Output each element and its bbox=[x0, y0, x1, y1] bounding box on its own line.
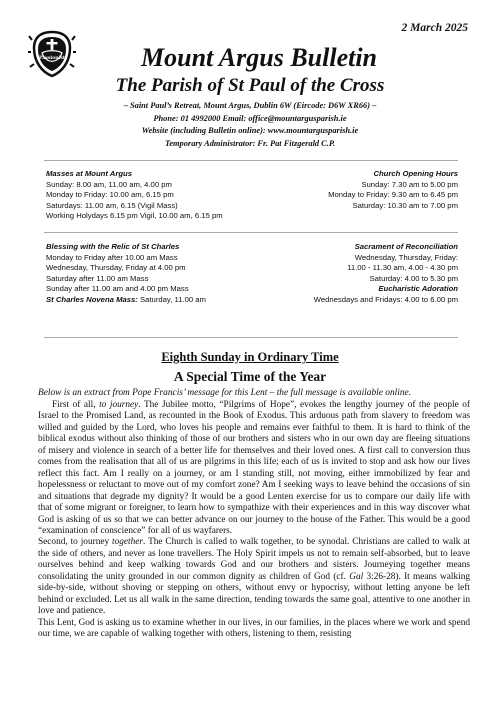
parish-website: Website (including Bulletin online): www.mountargusparish.ie bbox=[141, 126, 359, 136]
divider-middle bbox=[44, 232, 458, 233]
article-title: A Special Time of the Year bbox=[173, 369, 327, 384]
mass-times-table bbox=[46, 169, 458, 222]
mass-time: Saturdays: 11.00 am, 6.15 (Vigil Mass) bbox=[46, 200, 178, 210]
parish-administrator: Temporary Administrator: Fr. Pat Fitzgerald C.P. bbox=[164, 138, 335, 148]
sunday-heading bbox=[0, 350, 500, 365]
masses-heading: Masses at Mount Argus bbox=[46, 169, 132, 178]
novena-time: Saturday, 11.00 am bbox=[140, 294, 206, 304]
sunday-heading-text: Eighth Sunday in Ordinary Time bbox=[161, 350, 339, 364]
reconciliation-heading: Sacrament of Reconciliation bbox=[354, 242, 458, 251]
adoration-heading: Eucharistic Adoration bbox=[378, 284, 458, 294]
parish-address: – Saint Paul’s Retreat, Mount Argus, Dublin 6W (Eircode: D6W XR66) – bbox=[123, 101, 377, 110]
opening-time: Sunday: 7.30 am to 5.00 pm bbox=[361, 179, 458, 189]
schedule-row bbox=[46, 201, 458, 212]
schedule-row bbox=[46, 180, 458, 191]
article-paragraph: Second, to journey together. The Church is called to walk together, to be synodal. Christians are called to walk at the side of others, and never as lone travellers. The Holy Spirit impels us not to remain self-absorbed, but to leave ourselves behind and keep walking towards God and our brothers and sisters. Journeying together means consolidating the unity grounded in our common dignity as children of God (cf. Gal 3:26-28). It means walking side-by-side, without shoving or stepping on others, without envy or hypocrisy, without letting anyone be left behind or excluded. Let us all walk in the same direction, tending towards the same goal, attentive to one another in love and patience. bbox=[38, 537, 471, 617]
bulletin-title: Mount Argus Bulletin bbox=[140, 43, 378, 72]
bulletin-date: 2 March 2025 bbox=[401, 22, 468, 34]
blessing-time: Sunday after 11.00 am and 4.00 pm Mass bbox=[46, 284, 189, 294]
reconciliation-time: Saturday: 4.00 to 5.30 pm bbox=[369, 273, 458, 283]
divider-top bbox=[44, 160, 458, 161]
schedule-row bbox=[46, 211, 458, 222]
schedule-row bbox=[46, 274, 458, 285]
article-paragraph: First of all, to journey. The Jubilee motto, “Pilgrims of Hope”, evokes the lengthy journey of the people of Israel to the Promised Land, as recounted in the Book of Exodus. This arduous path from slavery to freedom was willed and guided by the Lord, who loves his people and remains ever faithful to them. It is hard to think of the biblical exodus without also thinking of those of our brothers and sisters who in our own day are fleeing situations of misery and violence in search of a better life for themselves and their loved ones. A first call to conversion thus comes from the realisation that all of us are pilgrims in this life; each of us is invited to stop and ask how our lives reflect this fact. Am I really on a journey, or am I standing still, not moving, either immobilized by fear and hopelessness or reluctant to move out of my comfort zone? Am I seeking ways to leave behind the occasions of sin and situations that degrade my dignity? It would be a good Lenten exercise for us to compare our daily life with that of some migrant or foreigner, to learn how to sympathize with their experiences and in this way discover what God is asking of us so that we can better advance on our journey to the house of the Father. This would be a good “examination of conscience” for all of us wayfarers. bbox=[38, 400, 470, 536]
article-intro: Below is an extract from Pope Francis’ message for this Lent – the full message is available online. bbox=[38, 388, 412, 398]
article-body bbox=[38, 400, 470, 641]
reconciliation-time: 11.00 - 11.30 am, 4.00 - 4.30 pm bbox=[347, 263, 458, 273]
schedule-row bbox=[46, 295, 458, 306]
blessing-time: Wednesday, Thursday, Friday at 4.00 pm bbox=[46, 263, 186, 273]
mass-time: Monday to Friday: 10.00 am, 6.15 pm bbox=[46, 190, 174, 200]
novena-label: St Charles Novena Mass: bbox=[46, 294, 138, 304]
relic-blessing-heading: Blessing with the Relic of St Charles bbox=[46, 242, 180, 251]
masthead bbox=[0, 44, 500, 150]
blessing-time: Saturday after 11.00 am Mass bbox=[46, 273, 149, 283]
devotions-table bbox=[46, 242, 458, 306]
blessing-time: Monday to Friday after 10.00 am Mass bbox=[46, 252, 178, 262]
reconciliation-time: Wednesday, Thursday, Friday: bbox=[354, 252, 458, 262]
schedule-row bbox=[46, 253, 458, 264]
parish-name: The Parish of St Paul of the Cross bbox=[115, 75, 385, 96]
schedule-row bbox=[46, 190, 458, 201]
schedule-row bbox=[46, 284, 458, 295]
adoration-time: Wednesdays and Fridays: 4.00 to 6.00 pm bbox=[313, 294, 458, 304]
crest-lettering: Passionist bbox=[38, 56, 66, 61]
opening-time: Saturday: 10.30 am to 7.00 pm bbox=[352, 200, 458, 210]
opening-hours-heading: Church Opening Hours bbox=[373, 169, 458, 178]
article-paragraph: This Lent, God is asking us to examine whether in our lives, in our families, in the places where we work and spend our time, we are capable of walking together with others, listening to them, resisting bbox=[38, 617, 470, 640]
schedule-row bbox=[46, 263, 458, 274]
opening-time: Monday to Friday: 9.30 am to 6.45 pm bbox=[328, 190, 458, 200]
mass-time: Working Holydays 6.15 pm Vigil, 10.00 am, 6.15 pm bbox=[46, 211, 223, 221]
parish-contact: Phone: 01 4992000 Email: office@mountargusparish.ie bbox=[153, 113, 347, 123]
mass-time: Sunday: 8.00 am, 11.00 am, 4.00 pm bbox=[46, 179, 172, 189]
divider-bottom bbox=[44, 337, 458, 338]
